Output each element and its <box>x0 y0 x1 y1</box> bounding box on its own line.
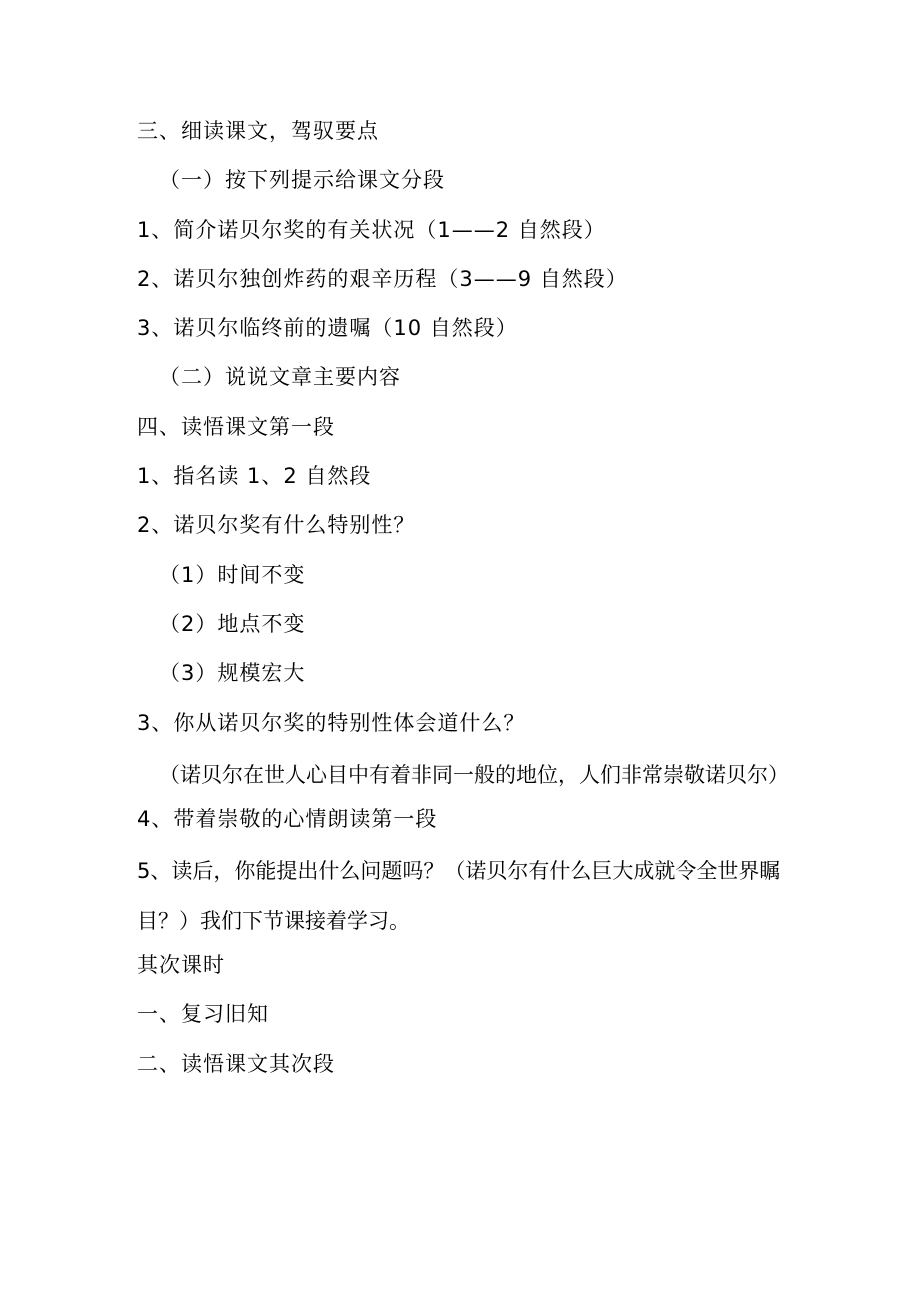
subheading-1: （一）按下列提示给课文分段 <box>159 168 445 193</box>
list-item: 2、诺贝尔奖有什么特别性？ <box>137 513 416 538</box>
list-item-wrapped: 5、读后，你能提出什么问题吗？（诺贝尔有什么巨大成就令全世界瞩目？）我们下节课接着学习。 <box>137 859 781 933</box>
heading-section-3: 三、细读课文，驾驭要点 <box>137 119 379 143</box>
list-item: 3、你从诺贝尔奖的特别性体会道什么？ <box>137 710 526 735</box>
sub-list-item: （2）地点不变 <box>159 611 306 636</box>
list-item: 4、带着崇敬的心情朗读第一段 <box>137 807 438 832</box>
answer-paragraph: （诺贝尔在世人心目中有着非同一般的地位，人们非常崇敬诺贝尔） <box>159 762 789 787</box>
heading-section-2: 二、读悟课文其次段 <box>137 1051 335 1076</box>
list-item: 1、简介诺贝尔奖的有关状况（1——2 自然段） <box>137 217 606 242</box>
sub-list-item: （3）规模宏大 <box>159 661 306 686</box>
list-item: 1、指名读 1、2 自然段 <box>137 464 372 489</box>
list-item: 2、诺贝尔独创炸药的艰辛历程（3——9 自然段） <box>137 266 628 291</box>
document-body <box>137 112 787 1094</box>
subheading-2: （二）说说文章主要内容 <box>159 365 401 390</box>
heading-section-1: 一、复习旧知 <box>137 1002 269 1027</box>
heading-second-lesson: 其次课时 <box>137 953 225 978</box>
heading-section-4: 四、读悟课文第一段 <box>137 414 335 439</box>
list-item: 3、诺贝尔临终前的遗嘱（10 自然段） <box>137 316 518 341</box>
sub-list-item: （1）时间不变 <box>159 562 306 587</box>
